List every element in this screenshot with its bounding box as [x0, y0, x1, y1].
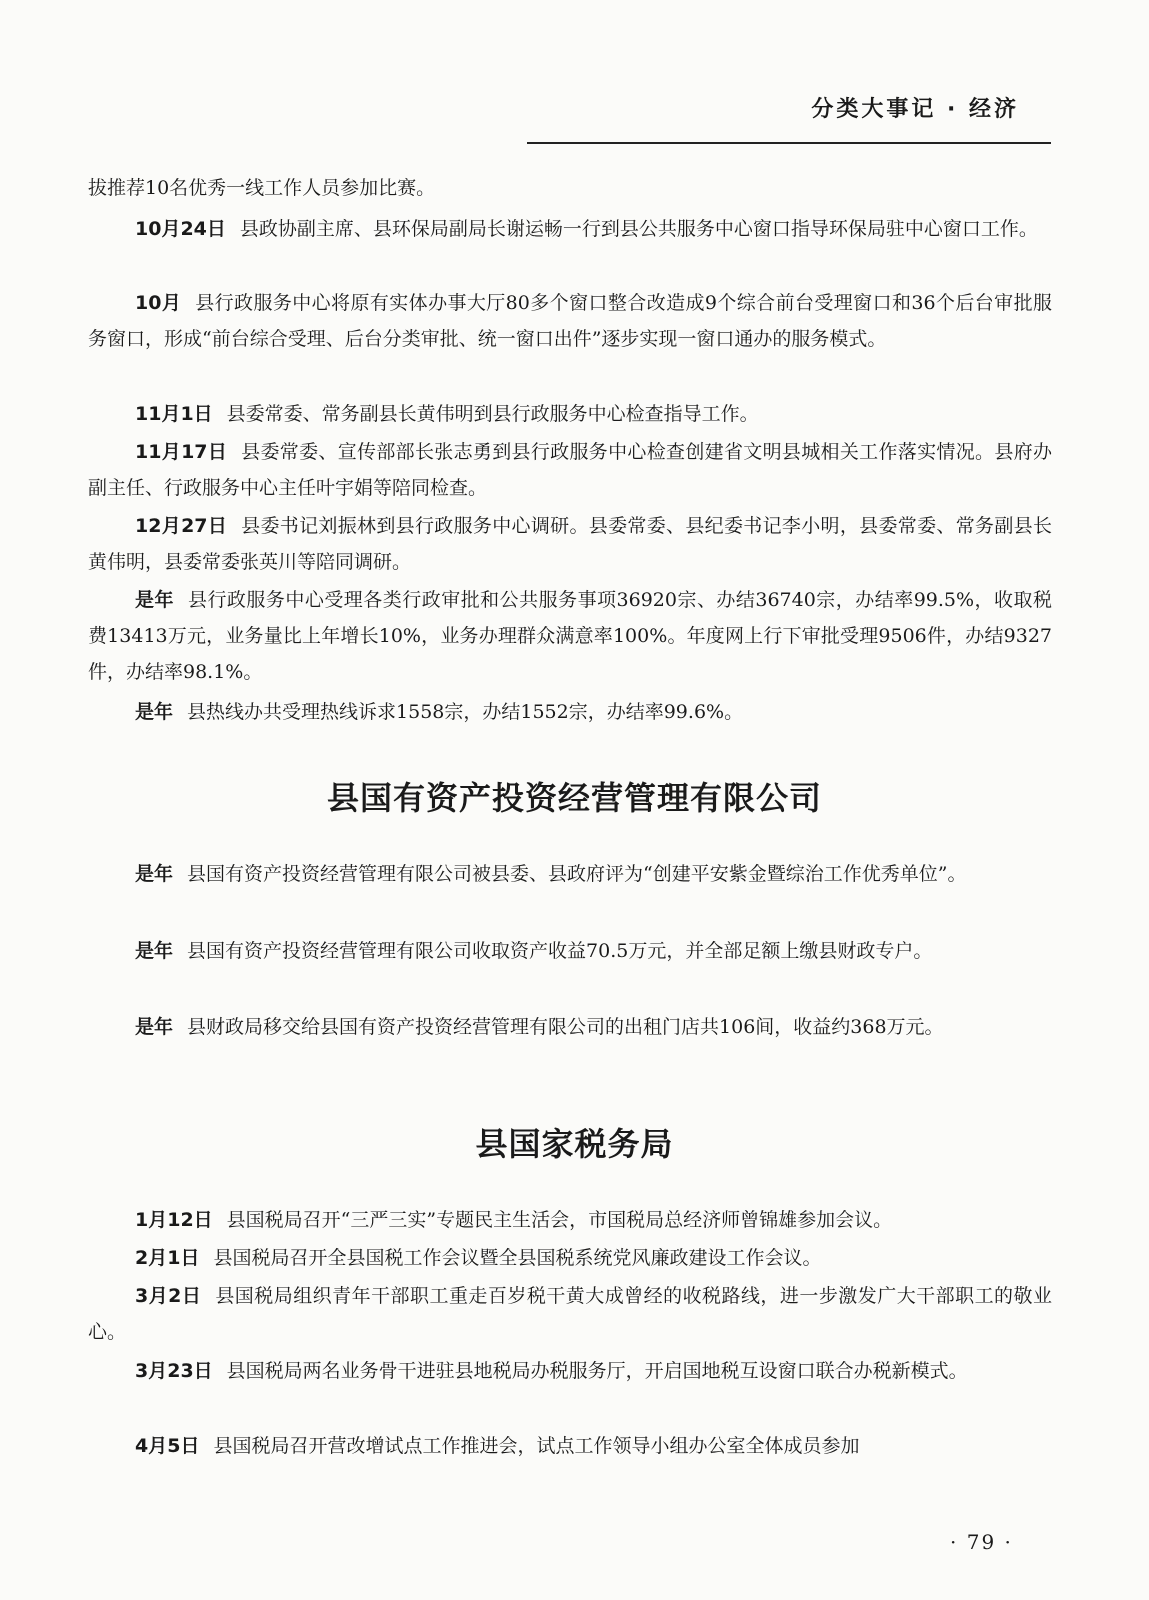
entry [88, 1009, 1052, 1045]
entry-date: 是年 [135, 863, 174, 885]
entry-text: 县行政服务中心受理各类行政审批和公共服务事项36920宗、办结36740宗，办结率99.5%，收取税费13413万元，业务量比上年增长10%，业务办理群众满意率100%。年度网上行下审批受理9506件，办结9327件，办结率98.1%。 [88, 589, 1052, 683]
entry-date: 是年 [135, 940, 174, 962]
entry-date: 12月27日 [135, 515, 228, 537]
entry-text: 县财政局移交给县国有资产投资经营管理有限公司的出租门店共106间，收益约368万元。 [187, 1016, 944, 1038]
entry [88, 396, 1052, 432]
entry-continuation [88, 170, 1052, 206]
entry-date: 是年 [135, 701, 174, 723]
entry [88, 285, 1052, 357]
entry-date: 11月17日 [135, 441, 228, 463]
section-title: 县国有资产投资经营管理有限公司 [326, 779, 822, 817]
entry-text: 县热线办共受理热线诉求1558宗，办结1552宗，办结率99.6%。 [187, 701, 744, 723]
entry-text: 县国税局召开“三严三实”专题民主生活会，市国税局总经济师曾锦雄参加会议。 [226, 1209, 893, 1231]
entry [88, 434, 1052, 506]
entry-text: 县行政服务中心将原有实体办事大厅80多个窗口整合改造成9个综合前台受理窗口和36个后台审批服务窗口，形成“前台综合受理、后台分类审批、统一窗口出件”逐步实现一窗口通办的服务模式。 [88, 292, 1052, 350]
entry [88, 211, 1052, 247]
entry-text: 县国税局两名业务骨干进驻县地税局办税服务厅，开启国地税互设窗口联合办税新模式。 [226, 1360, 968, 1382]
entry-text: 县委书记刘振林到县行政服务中心调研。县委常委、县纪委书记李小明，县委常委、常务副县长黄伟明，县委常委张英川等陪同调研。 [88, 515, 1052, 573]
running-head: 分类大事记 · 经济 [811, 97, 1019, 122]
entry-text: 县国有资产投资经营管理有限公司被县委、县政府评为“创建平安紫金暨综治工作优秀单位”。 [187, 863, 967, 885]
entry [88, 582, 1052, 690]
entry [88, 1240, 1052, 1276]
section-title: 县国家税务局 [475, 1125, 674, 1163]
entry-text: 拔推荐10名优秀一线工作人员参加比赛。 [88, 177, 436, 199]
entry [88, 856, 1052, 892]
entry-text: 县委常委、宣传部部长张志勇到县行政服务中心检查创建省文明县城相关工作落实情况。县府办副主任、行政服务中心主任叶宇娟等陪同检查。 [88, 441, 1052, 499]
entry [88, 1428, 1052, 1464]
page-number: · 79 · [950, 1530, 1013, 1554]
entry-text: 县国有资产投资经营管理有限公司收取资产收益70.5万元，并全部足额上缴县财政专户。 [187, 940, 933, 962]
entry [88, 694, 1052, 730]
entry-date: 3月23日 [135, 1360, 213, 1382]
entry [88, 508, 1052, 580]
entry-text: 县国税局召开营改增试点工作推进会，试点工作领导小组办公室全体成员参加 [213, 1435, 860, 1457]
entry [88, 1353, 1052, 1389]
entry-date: 10月 [135, 292, 182, 314]
header-rule [527, 142, 1051, 144]
entry-text: 县国税局组织青年干部职工重走百岁税干黄大成曾经的收税路线，进一步激发广大干部职工的敬业心。 [88, 1285, 1052, 1343]
entry-date: 1月12日 [135, 1209, 213, 1231]
entry [88, 933, 1052, 969]
entry [88, 1278, 1052, 1350]
entry [88, 1202, 1052, 1238]
entry-date: 是年 [135, 589, 174, 611]
entry-date: 2月1日 [135, 1247, 200, 1269]
entry-date: 3月2日 [135, 1285, 202, 1307]
entry-text: 县政协副主席、县环保局副局长谢运畅一行到县公共服务中心窗口指导环保局驻中心窗口工作。 [239, 218, 1038, 240]
entry-date: 11月1日 [135, 403, 213, 425]
entry-text: 县国税局召开全县国税工作会议暨全县国税系统党风廉政建设工作会议。 [213, 1247, 822, 1269]
entry-date: 4月5日 [135, 1435, 200, 1457]
entry-text: 县委常委、常务副县长黄伟明到县行政服务中心检查指导工作。 [226, 403, 759, 425]
entry-date: 是年 [135, 1016, 174, 1038]
entry-date: 10月24日 [135, 218, 226, 240]
